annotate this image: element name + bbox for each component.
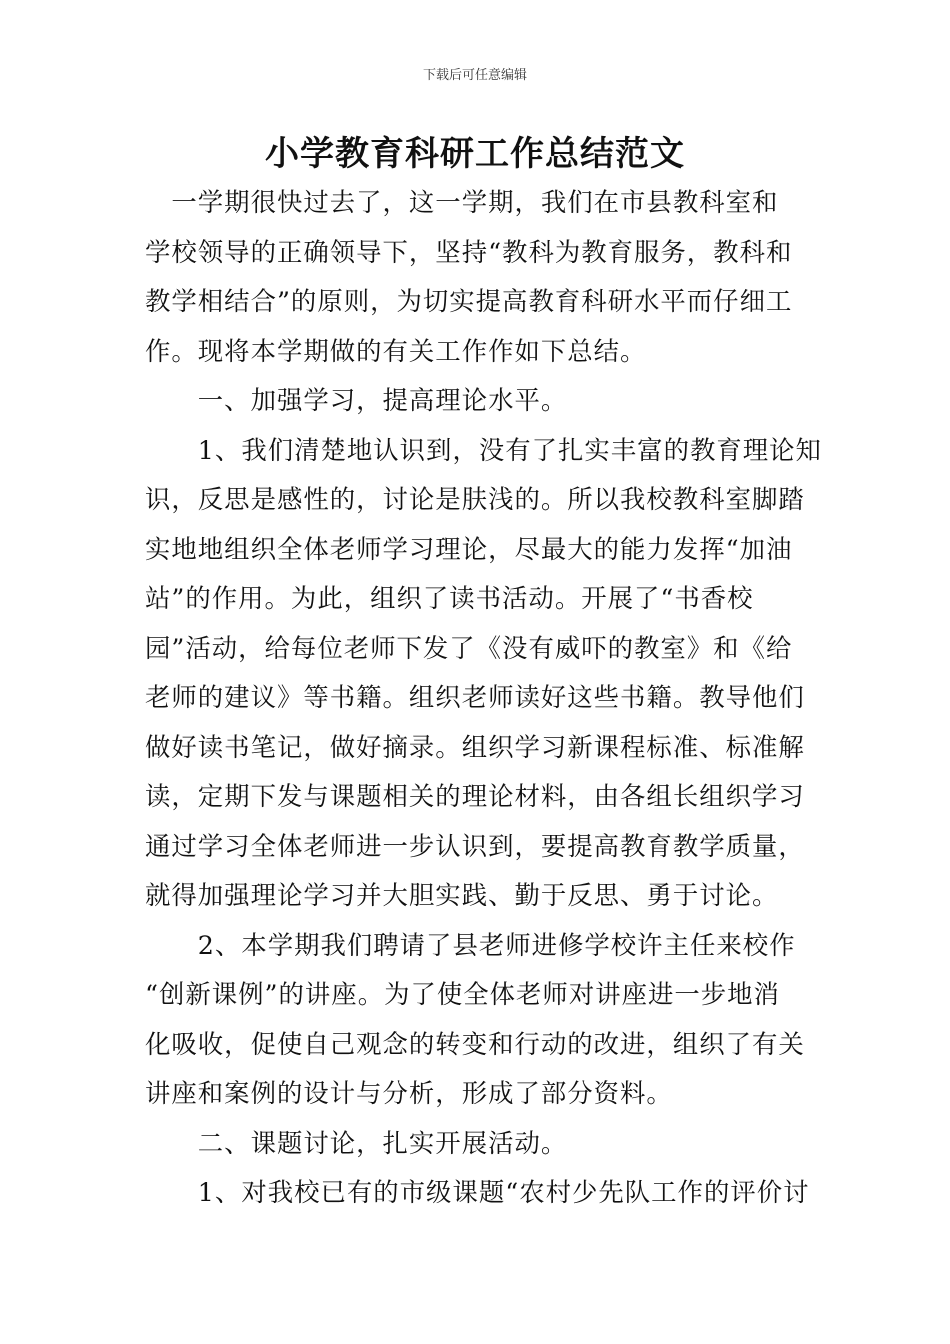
body-line: 讲座和案例的设计与分析，形成了部分资料。	[145, 1078, 673, 1108]
body-line: 学校领导的正确领导下，坚持“教科为教育服务，教科和	[145, 236, 793, 267]
body-line: 2、本学期我们聘请了县老师进修学校许主任来校作	[145, 929, 796, 960]
body-line: 作。现将本学期做的有关工作作如下总结。	[145, 335, 647, 366]
body-line: 1、我们清楚地认识到，没有了扎实丰富的教育理论知	[145, 434, 822, 465]
body-line: 园”活动，给每位老师下发了《没有威吓的教室》和《给	[145, 632, 793, 663]
body-line: 实地地组织全体老师学习理论，尽最大的能力发挥“加油	[145, 533, 793, 564]
header-note: 下载后可任意编辑	[422, 68, 527, 83]
body-line: 做好读书笔记，做好摘录。组织学习新课程标准、标准解	[145, 731, 805, 762]
body-line: 识，反思是感性的，讨论是肤浅的。所以我校教科室脚踏	[145, 484, 805, 514]
section-heading: 一、加强学习，提高理论水平。	[145, 385, 568, 415]
document-body	[145, 178, 822, 1218]
body-line: 站”的作用。为此，组织了读书活动。开展了“书香校	[145, 583, 754, 613]
section-heading: 二、课题讨论，扎实开展活动。	[145, 1127, 568, 1158]
body-line: 老师的建议》等书籍。组织老师读好这些书籍。教导他们	[145, 682, 805, 712]
body-line: 一学期很快过去了，这一学期，我们在市县教科室和	[145, 187, 779, 217]
body-line: 1、对我校已有的市级课题“农村少先队工作的评价讨	[145, 1177, 810, 1207]
document-title: 小学教育科研工作总结范文	[265, 134, 685, 174]
body-line: 通过学习全体老师进一步认识到，要提高教育教学质量，	[145, 830, 805, 861]
body-line: “创新课例”的讲座。为了使全体老师对讲座进一步地消	[145, 979, 780, 1009]
body-line: 化吸收，促使自己观念的转变和行动的改进，组织了有关	[145, 1028, 805, 1059]
body-line: 教学相结合”的原则，为切实提高教育科研水平而仔细工	[145, 286, 793, 316]
body-line: 就得加强理论学习并大胆实践、勤于反思、勇于讨论。	[145, 880, 779, 910]
body-line: 读，定期下发与课题相关的理论材料，由各组长组织学习	[145, 781, 805, 811]
